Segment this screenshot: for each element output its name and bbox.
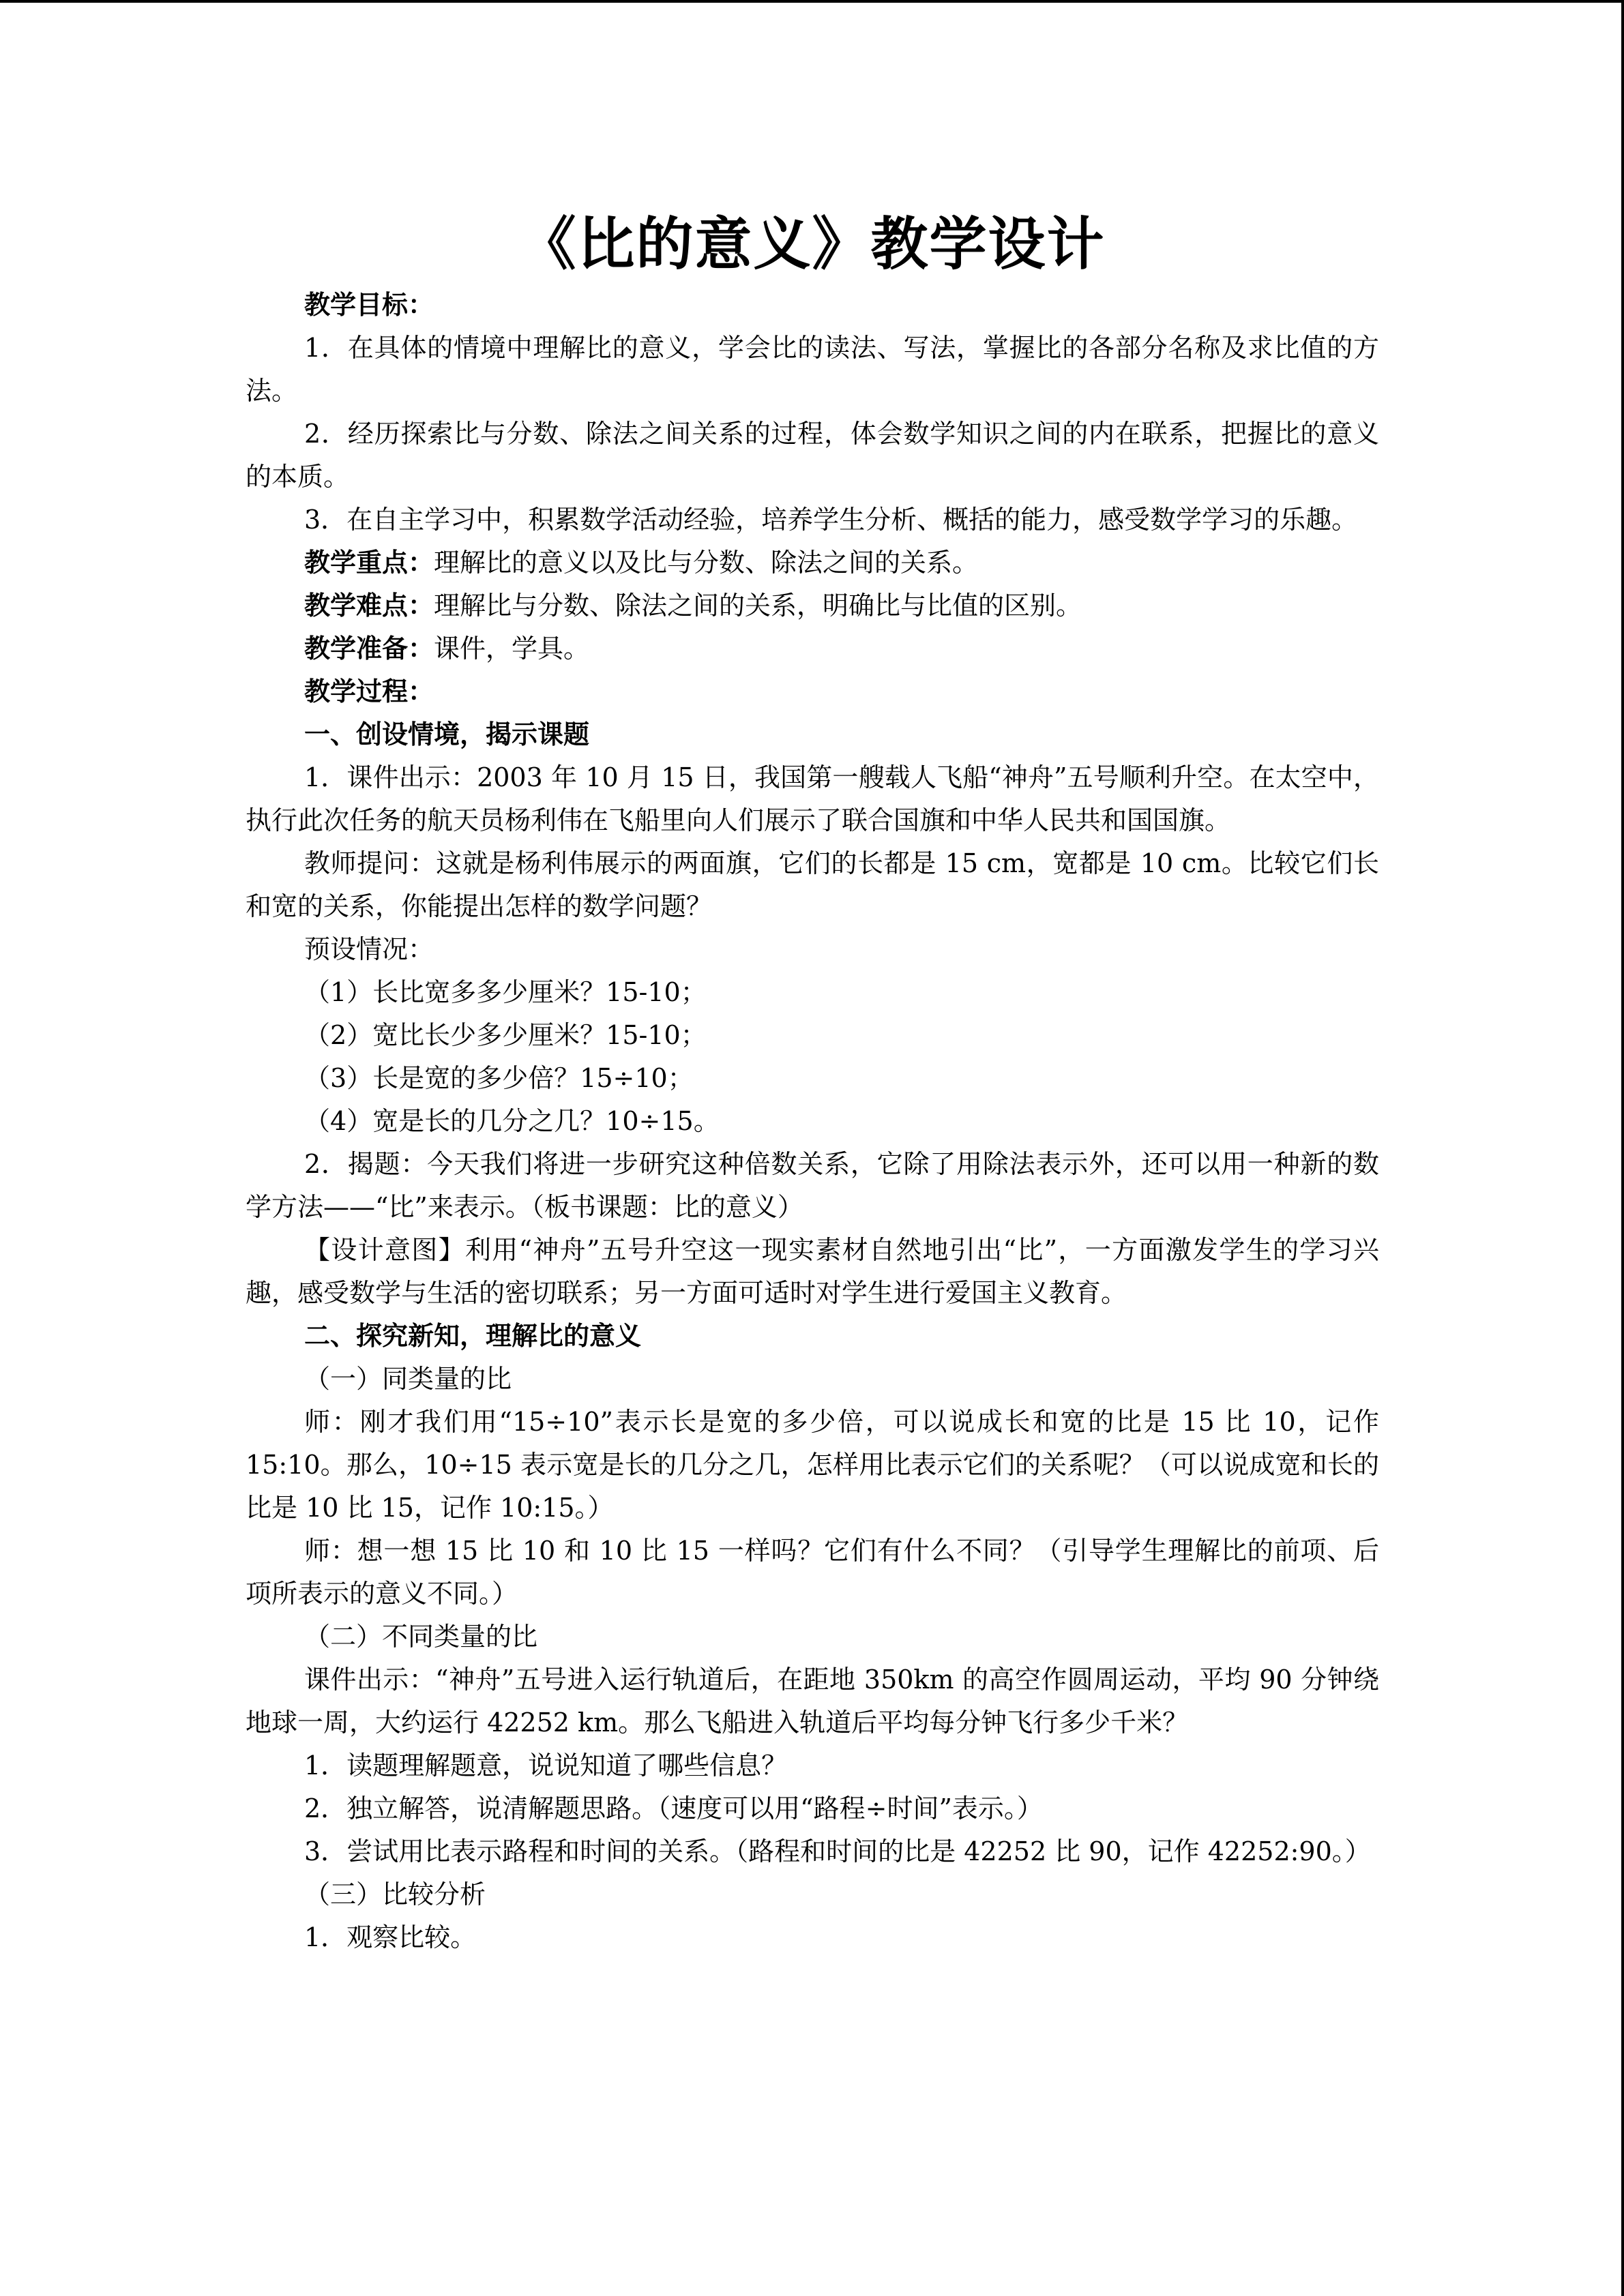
section-1-paragraph-2: 教师提问：这就是杨利伟展示的两面旗，它们的长都是 15 cm，宽都是 10 cm。比较它们长和宽的关系，你能提出怎样的数学问题？ <box>246 848 1379 921</box>
objective-item-3: 3．在自主学习中，积累数学活动经验，培养学生分析、概括的能力，感受数学学习的乐趣。 <box>304 505 1358 535</box>
step-3: 3．尝试用比表示路程和时间的关系。（路程和时间的比是 42252 比 90，记作 42252:90。） <box>304 1836 1371 1866</box>
section-2-paragraph-3: 课件出示：“神舟”五号进入运行轨道后，在距地 350km 的高空作圆周运动，平均 90 分钟绕地球一周，大约运行 42252 km。那么飞船进入轨道后平均每分钟飞行多少千米？ <box>246 1665 1379 1738</box>
subsection-different-kind: （二）不同类量的比 <box>304 1622 538 1652</box>
preset-label: 预设情况： <box>304 934 434 964</box>
difficulty <box>246 584 1379 627</box>
section-1-paragraph-1: 1．课件出示：2003 年 10 月 15 日，我国第一艘载人飞船“神舟”五号顺利升空。在太空中，执行此次任务的航天员杨利伟在飞船里向人们展示了联合国旗和中华人民共和国国旗。 <box>246 762 1379 835</box>
step-1: 1．读题理解题意，说说知道了哪些信息？ <box>304 1750 788 1780</box>
document-body <box>246 284 1379 1959</box>
page-right-border <box>1621 0 1624 2296</box>
preparation <box>246 627 1379 670</box>
section-2-paragraph-2: 师：想一想 15 比 10 和 10 比 15 一样吗？它们有什么不同？（引导学生理解比的前项、后项所表示的意义不同。） <box>246 1536 1379 1609</box>
objective-item-2: 2．经历探索比与分数、除法之间关系的过程，体会数学知识之间的内在联系，把握比的意义的本质。 <box>246 419 1379 492</box>
section-2-heading: 二、探究新知，理解比的意义 <box>304 1321 642 1351</box>
objective-item-1: 1．在具体的情境中理解比的意义，学会比的读法、写法，掌握比的各部分名称及求比值的方法。 <box>246 333 1379 406</box>
difficulty-text: 理解比与分数、除法之间的关系，明确比与比值的区别。 <box>434 591 1082 621</box>
objectives-heading: 教学目标： <box>304 290 434 320</box>
section-2-paragraph-1: 师：刚才我们用“15÷10”表示长是宽的多少倍，可以说成长和宽的比是 15 比 10，记作 15:10。那么，10÷15 表示宽是长的几分之几，怎样用比表示它们的关系呢？（可以说成宽和长的比是 10 比 15，记作 10:15。） <box>246 1407 1379 1523</box>
key-point-label: 教学重点： <box>304 548 434 578</box>
section-2-paragraph-4: 1．观察比较。 <box>304 1922 477 1952</box>
subsection-compare: （三）比较分析 <box>304 1879 486 1909</box>
key-point-text: 理解比的意义以及比与分数、除法之间的关系。 <box>434 548 979 578</box>
preset-case-4: （4）宽是长的几分之几？10÷15。 <box>304 1106 720 1136</box>
preset-case-2: （2）宽比长少多少厘米？15-10； <box>304 1020 707 1050</box>
preparation-text: 课件，学具。 <box>434 633 590 664</box>
key-point <box>246 541 1379 584</box>
difficulty-label: 教学难点： <box>304 591 434 621</box>
preset-case-3: （3）长是宽的多少倍？15÷10； <box>304 1063 694 1093</box>
section-1-heading: 一、创设情境，揭示课题 <box>304 719 590 749</box>
preset-case-1: （1）长比宽多多少厘米？15-10； <box>304 977 707 1007</box>
document-title: 《比的意义》教学设计 <box>518 211 1106 278</box>
section-1-paragraph-3: 2．揭题：今天我们将进一步研究这种倍数关系，它除了用除法表示外，还可以用一种新的数学方法——“比”来表示。（板书课题：比的意义） <box>246 1149 1379 1222</box>
preparation-label: 教学准备： <box>304 633 434 664</box>
page-top-border <box>0 0 1624 3</box>
step-2: 2．独立解答，说清解题思路。（速度可以用“路程÷时间”表示。） <box>304 1793 1043 1823</box>
process-heading: 教学过程： <box>304 676 434 706</box>
subsection-same-kind: （一）同类量的比 <box>304 1364 512 1394</box>
design-intent: 【设计意图】利用“神舟”五号升空这一现实素材自然地引出“比”，一方面激发学生的学习兴趣，感受数学与生活的密切联系；另一方面可适时对学生进行爱国主义教育。 <box>246 1235 1379 1308</box>
